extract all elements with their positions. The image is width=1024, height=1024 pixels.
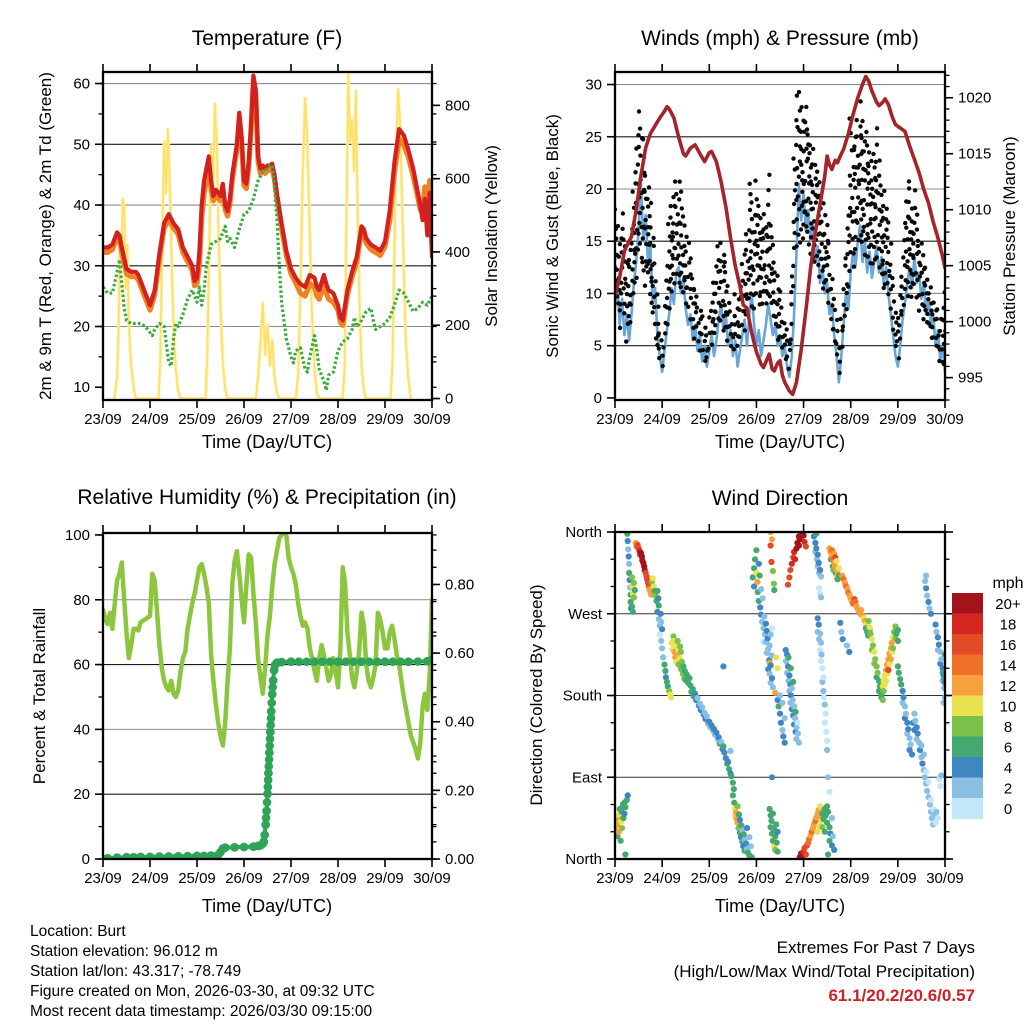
series-wind-gusts (612, 90, 948, 375)
x-tick-label: 25/09 (690, 870, 729, 887)
x-tick-label: 24/09 (131, 411, 169, 428)
y-tick-label-left: South (562, 687, 602, 705)
y-tick-label-right: 0.20 (445, 782, 475, 800)
y-tick-label-left: 30 (73, 257, 90, 275)
xaxis-label-wind-direction: Time (Day/UTC) (714, 896, 846, 916)
series-total-rainfall (99, 656, 437, 864)
series-humidity_precip (99, 534, 437, 864)
y-tick-label-left: 15 (585, 233, 602, 251)
series-9m-temperature (103, 81, 432, 326)
y-tick-label-left: 40 (73, 721, 90, 739)
yaxis-label-pressure-right: Station Pressure (Maroon) (1000, 136, 1019, 336)
y-tick-label-right: 800 (445, 97, 471, 115)
y-tick-label-left: 20 (585, 180, 602, 198)
x-tick-label: 24/09 (131, 870, 169, 887)
x-tick-label: 29/09 (366, 870, 404, 887)
y-tick-label-left: 20 (73, 318, 90, 336)
footer-elevation: Station elevation: 96.012 m (30, 943, 218, 960)
colorbar-swatch (952, 716, 983, 737)
extremes-title: Extremes For Past 7 Days (776, 938, 975, 957)
x-tick-label: 28/09 (319, 411, 357, 428)
y-tick-label-right: 1005 (958, 257, 992, 275)
colorbar-label: 0 (1003, 800, 1013, 818)
colorbar-label: 14 (999, 657, 1017, 675)
series-wind-direction-dots (612, 529, 948, 860)
x-tick-label: 29/09 (879, 870, 917, 887)
x-tick-label: 26/09 (737, 411, 776, 428)
footer-recent: Most recent data timestamp: 2026/03/30 09:15:00 (30, 1003, 373, 1020)
y-tick-label-left: 30 (585, 76, 602, 94)
y-tick-label-right: 600 (445, 170, 471, 188)
panel-title-wind-direction: Wind Direction (711, 487, 849, 510)
x-tick-label: 27/09 (272, 870, 310, 887)
yaxis-label-direction-left: Direction (Colored By Speed) (527, 584, 546, 806)
y-tick-label-left: 40 (73, 197, 90, 215)
y-tick-label-right: 0.60 (445, 645, 475, 663)
y-tick-label-left: 5 (593, 337, 602, 355)
colorbar-swatch (952, 675, 983, 696)
colorbar-label: 2 (1003, 780, 1013, 798)
panel-title-humidity-precip: Relative Humidity (%) & Precipitation (in) (77, 486, 457, 509)
x-tick-label: 23/09 (596, 411, 634, 428)
x-tick-label: 26/09 (737, 870, 776, 887)
x-tick-label: 25/09 (178, 870, 216, 887)
x-tick-label: 30/09 (926, 870, 964, 887)
colorbar-swatch (952, 757, 983, 778)
y-tick-label-left: 20 (73, 786, 90, 804)
extremes-subtitle: (High/Low/Max Wind/Total Precipitation) (673, 962, 975, 981)
y-tick-label-right: 200 (445, 317, 471, 335)
series-temperature (103, 74, 432, 398)
colorbar-label: 18 (999, 616, 1017, 634)
y-tick-label-left: West (568, 605, 602, 623)
x-tick-label: 27/09 (272, 411, 310, 428)
y-tick-label-right: 1010 (958, 201, 992, 219)
yaxis-label-solar-right: Solar Insolation (Yellow) (482, 145, 501, 327)
colorbar-label: 6 (1003, 739, 1013, 757)
series-wind_direction (612, 529, 948, 860)
colorbar-swatch (952, 778, 983, 799)
y-tick-label-right: 1020 (958, 89, 992, 107)
y-tick-label-left: 10 (585, 285, 602, 303)
x-tick-label: 25/09 (178, 411, 216, 428)
colorbar-label: 16 (999, 636, 1017, 654)
series-sonic-wind (615, 184, 945, 382)
y-tick-label-left: 10 (73, 379, 90, 397)
colorbar-swatch (952, 634, 983, 655)
panel-winds_pressure (585, 64, 991, 428)
x-tick-label: 23/09 (596, 870, 634, 887)
x-tick-label: 28/09 (319, 870, 357, 887)
extremes-block (674, 936, 975, 1008)
yaxis-label-temperature-left: 2m & 9m T (Red, Orange) & 2m Td (Green) (36, 72, 55, 400)
x-tick-label: 29/09 (879, 411, 917, 428)
x-tick-label: 23/09 (84, 870, 122, 887)
x-tick-label: 26/09 (225, 870, 263, 887)
x-tick-label: 30/09 (926, 411, 964, 428)
y-tick-label-left: 60 (73, 656, 90, 674)
xaxis-label-temperature: Time (Day/UTC) (201, 432, 333, 452)
y-tick-label-right: 1000 (958, 313, 992, 331)
y-tick-label-right: 1015 (958, 145, 992, 163)
colorbar-swatch (952, 737, 983, 758)
xaxis-label-humidity: Time (Day/UTC) (201, 896, 333, 916)
series-2m-dewpoint (103, 166, 432, 391)
y-tick-label-right: 0 (445, 390, 454, 408)
colorbar-label: 20+ (995, 595, 1021, 613)
series-2m-temperature (103, 76, 432, 321)
colorbar-label: 8 (1003, 718, 1013, 736)
colorbar-label: 10 (999, 698, 1017, 716)
y-tick-label-right: 400 (445, 243, 471, 261)
panel-title-temperature: Temperature (F) (191, 27, 343, 50)
panel-title-winds-pressure: Winds (mph) & Pressure (mb) (641, 27, 919, 50)
colorbar-swatch (952, 696, 983, 717)
x-tick-label: 28/09 (831, 411, 870, 428)
x-tick-label: 27/09 (784, 411, 823, 428)
y-tick-label-right: 995 (958, 369, 984, 387)
y-tick-label-right: 0.80 (445, 576, 475, 594)
footer-location: Location: Burt (30, 923, 126, 940)
series-winds_pressure (612, 77, 948, 395)
footer-created: Figure created on Mon, 2026-03-30, at 09:32 UTC (30, 983, 375, 1000)
y-tick-label-left: 60 (73, 75, 90, 93)
panel-temperature (73, 64, 470, 428)
y-tick-label-left: East (571, 769, 602, 787)
colorbar-swatch (952, 614, 983, 635)
y-tick-label-left: 0 (593, 389, 602, 407)
yaxis-label-humidity-left: Percent & Total Rainfall (30, 607, 49, 785)
colorbar-title: mph (992, 575, 1024, 592)
extremes-values: 61.1/20.2/20.6/0.57 (828, 986, 975, 1005)
y-tick-label-right: 0.40 (445, 713, 475, 731)
colorbar-swatch (952, 798, 983, 819)
colorbar-swatch (952, 655, 983, 676)
x-tick-label: 24/09 (643, 411, 681, 428)
y-tick-label-left: 0 (81, 851, 90, 868)
x-tick-label: 25/09 (690, 411, 729, 428)
x-tick-label: 24/09 (643, 870, 681, 887)
x-tick-label: 28/09 (831, 870, 870, 887)
x-tick-label: 27/09 (784, 870, 823, 887)
y-tick-label-left: North (565, 524, 602, 541)
y-tick-label-left: 50 (73, 136, 90, 154)
colorbar-label: 4 (1003, 759, 1013, 777)
x-tick-label: 29/09 (366, 411, 404, 428)
colorbar-label: 12 (999, 677, 1017, 695)
panel-humidity_precip (65, 525, 474, 887)
speed-colorbar (952, 593, 1021, 819)
panel-wind_direction (563, 524, 964, 887)
y-tick-label-left: 80 (73, 591, 90, 609)
y-tick-label-left: North (565, 851, 602, 868)
footer-latlon: Station lat/lon: 43.317; -78.749 (30, 963, 242, 980)
x-tick-label: 23/09 (84, 411, 122, 428)
x-tick-label: 30/09 (413, 411, 451, 428)
y-tick-label-left: 25 (585, 128, 602, 146)
y-tick-label-left: 100 (64, 526, 90, 544)
xaxis-label-winds: Time (Day/UTC) (714, 432, 846, 452)
colorbar-swatch (952, 593, 983, 614)
station-footer (30, 922, 375, 1022)
yaxis-label-wind-left: Sonic Wind & Gust (Blue, Black) (543, 114, 562, 358)
y-tick-label-right: 0.00 (445, 851, 475, 868)
x-tick-label: 30/09 (413, 870, 451, 887)
x-tick-label: 26/09 (225, 411, 263, 428)
